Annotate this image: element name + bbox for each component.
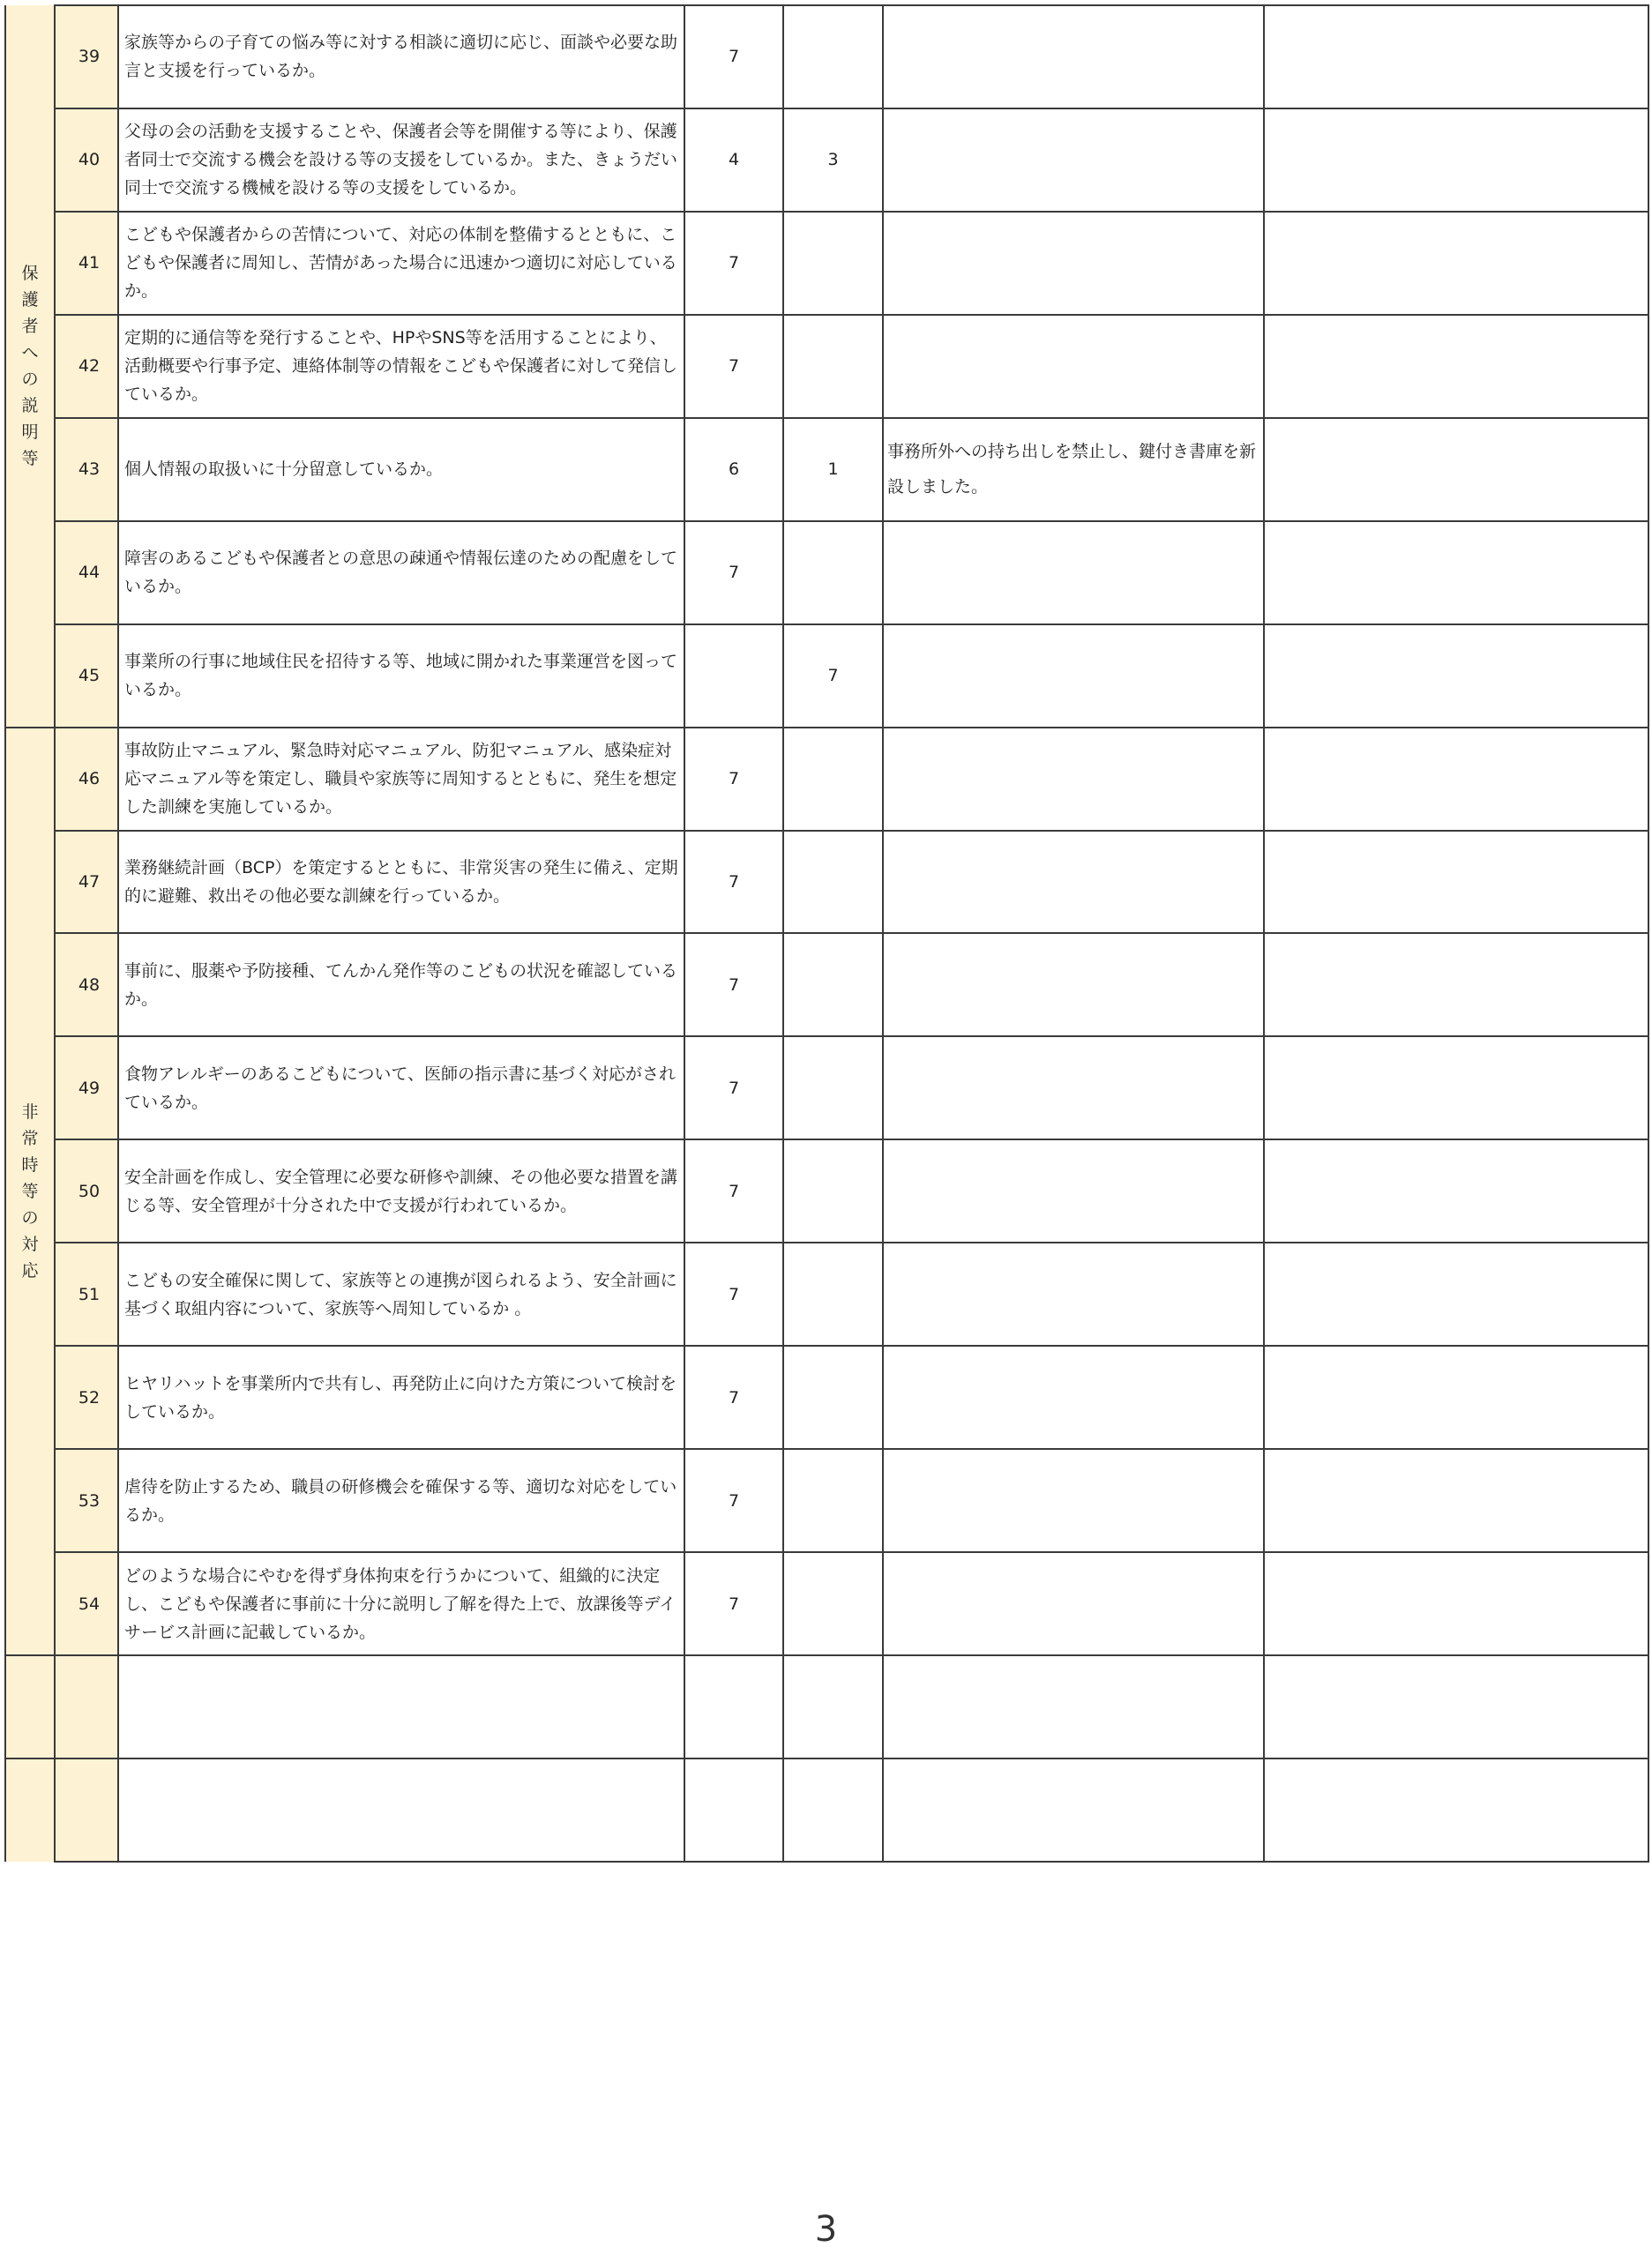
yes-count: 7 bbox=[684, 1139, 783, 1243]
extra-note bbox=[1264, 831, 1648, 934]
item-text: こどもの安全確保に関して、家族等との連携が図られるよう、安全計画に基づく取組内容について、家族等へ周知しているか 。 bbox=[118, 1243, 684, 1346]
item-number: 41 bbox=[55, 212, 118, 315]
evaluation-table bbox=[4, 4, 1649, 1863]
item-number: 40 bbox=[55, 108, 118, 212]
category-cell-empty bbox=[5, 1758, 55, 1862]
no-count: 1 bbox=[783, 418, 883, 521]
improvement-note: 事務所外への持ち出しを禁止し、鍵付き書庫を新設しました。 bbox=[883, 418, 1264, 521]
no-count bbox=[783, 1243, 883, 1346]
yes-count: 7 bbox=[684, 5, 783, 108]
no-count bbox=[783, 831, 883, 934]
extra-note bbox=[1264, 212, 1648, 315]
item-text: 事前に、服薬や予防接種、てんかん発作等のこどもの状況を確認しているか。 bbox=[118, 933, 684, 1036]
evaluation-table-body bbox=[5, 5, 1648, 1862]
item-number: 43 bbox=[55, 418, 118, 521]
yes-count: 7 bbox=[684, 831, 783, 934]
extra-note bbox=[1264, 5, 1648, 108]
improvement-note bbox=[883, 5, 1264, 108]
item-number bbox=[55, 1758, 118, 1862]
improvement-note bbox=[883, 521, 1264, 624]
item-number: 48 bbox=[55, 933, 118, 1036]
table-row bbox=[5, 212, 1648, 315]
yes-count: 7 bbox=[684, 521, 783, 624]
item-text: 虐待を防止するため、職員の研修機会を確保する等、適切な対応をしているか。 bbox=[118, 1449, 684, 1552]
item-number: 50 bbox=[55, 1139, 118, 1243]
improvement-note bbox=[883, 1758, 1264, 1862]
item-text: 食物アレルギーのあるこどもについて、医師の指示書に基づく対応がされているか。 bbox=[118, 1036, 684, 1139]
yes-count: 6 bbox=[684, 418, 783, 521]
item-text: 父母の会の活動を支援することや、保護者会等を開催する等により、保護者同士で交流する機会を設ける等の支援をしているか。また、きょうだい同士で交流する機械を設ける等の支援をしているか。 bbox=[118, 108, 684, 212]
no-count bbox=[783, 5, 883, 108]
table-row bbox=[5, 624, 1648, 728]
table-row bbox=[5, 5, 1648, 108]
page-number: 3 bbox=[814, 2209, 838, 2250]
item-number: 51 bbox=[55, 1243, 118, 1346]
extra-note bbox=[1264, 108, 1648, 212]
no-count: 7 bbox=[783, 624, 883, 728]
extra-note bbox=[1264, 1243, 1648, 1346]
yes-count bbox=[684, 1655, 783, 1758]
table-row bbox=[5, 1552, 1648, 1655]
improvement-note bbox=[883, 1243, 1264, 1346]
item-text bbox=[118, 1655, 684, 1758]
yes-count: 7 bbox=[684, 1243, 783, 1346]
item-text: 業務継続計画（BCP）を策定するとともに、非常災害の発生に備え、定期的に避難、救出その他必要な訓練を行っているか。 bbox=[118, 831, 684, 934]
improvement-note bbox=[883, 315, 1264, 418]
item-text bbox=[118, 1758, 684, 1862]
item-number: 47 bbox=[55, 831, 118, 934]
item-text: こどもや保護者からの苦情について、対応の体制を整備するとともに、こどもや保護者に周知し、苦情があった場合に迅速かつ適切に対応しているか。 bbox=[118, 212, 684, 315]
no-count bbox=[783, 933, 883, 1036]
item-number: 44 bbox=[55, 521, 118, 624]
yes-count: 7 bbox=[684, 1036, 783, 1139]
table-row bbox=[5, 1449, 1648, 1552]
item-number: 42 bbox=[55, 315, 118, 418]
yes-count: 7 bbox=[684, 728, 783, 831]
improvement-note bbox=[883, 624, 1264, 728]
table-row bbox=[5, 1243, 1648, 1346]
table-row bbox=[5, 728, 1648, 831]
improvement-note bbox=[883, 1036, 1264, 1139]
improvement-note bbox=[883, 1449, 1264, 1552]
table-row bbox=[5, 1139, 1648, 1243]
table-row bbox=[5, 108, 1648, 212]
improvement-note bbox=[883, 1552, 1264, 1655]
item-text: 安全計画を作成し、安全管理に必要な研修や訓練、その他必要な措置を講じる等、安全管理が十分された中で支援が行われているか。 bbox=[118, 1139, 684, 1243]
table-row bbox=[5, 831, 1648, 934]
item-number: 39 bbox=[55, 5, 118, 108]
no-count bbox=[783, 1655, 883, 1758]
extra-note bbox=[1264, 1449, 1648, 1552]
item-number bbox=[55, 1655, 118, 1758]
item-text: 家族等からの子育ての悩み等に対する相談に適切に応じ、面談や必要な助言と支援を行っているか。 bbox=[118, 5, 684, 108]
improvement-note bbox=[883, 933, 1264, 1036]
yes-count: 4 bbox=[684, 108, 783, 212]
extra-note bbox=[1264, 521, 1648, 624]
table-row bbox=[5, 315, 1648, 418]
table-row bbox=[5, 1346, 1648, 1449]
item-number: 46 bbox=[55, 728, 118, 831]
improvement-note bbox=[883, 1139, 1264, 1243]
yes-count: 7 bbox=[684, 1552, 783, 1655]
no-count bbox=[783, 1758, 883, 1862]
item-number: 45 bbox=[55, 624, 118, 728]
yes-count: 7 bbox=[684, 933, 783, 1036]
no-count bbox=[783, 1449, 883, 1552]
improvement-note bbox=[883, 108, 1264, 212]
improvement-note bbox=[883, 831, 1264, 934]
extra-note bbox=[1264, 1346, 1648, 1449]
extra-note bbox=[1264, 1552, 1648, 1655]
no-count bbox=[783, 1552, 883, 1655]
category-cell: 非常時等の対応 bbox=[5, 728, 55, 1655]
item-text: 個人情報の取扱いに十分留意しているか。 bbox=[118, 418, 684, 521]
yes-count bbox=[684, 1758, 783, 1862]
table-row bbox=[5, 933, 1648, 1036]
yes-count: 7 bbox=[684, 212, 783, 315]
table-row bbox=[5, 1655, 1648, 1758]
extra-note bbox=[1264, 624, 1648, 728]
no-count bbox=[783, 1036, 883, 1139]
extra-note bbox=[1264, 1655, 1648, 1758]
table-row bbox=[5, 1758, 1648, 1862]
improvement-note bbox=[883, 1655, 1264, 1758]
table-row bbox=[5, 418, 1648, 521]
extra-note bbox=[1264, 418, 1648, 521]
yes-count bbox=[684, 624, 783, 728]
no-count bbox=[783, 521, 883, 624]
item-number: 53 bbox=[55, 1449, 118, 1552]
no-count bbox=[783, 1346, 883, 1449]
category-cell: 保護者への説明等 bbox=[5, 5, 55, 728]
improvement-note bbox=[883, 1346, 1264, 1449]
table-row bbox=[5, 1036, 1648, 1139]
yes-count: 7 bbox=[684, 1346, 783, 1449]
extra-note bbox=[1264, 1036, 1648, 1139]
no-count: 3 bbox=[783, 108, 883, 212]
extra-note bbox=[1264, 1758, 1648, 1862]
extra-note bbox=[1264, 1139, 1648, 1243]
item-text: 障害のあるこどもや保護者との意思の疎通や情報伝達のための配慮をしているか。 bbox=[118, 521, 684, 624]
item-number: 54 bbox=[55, 1552, 118, 1655]
no-count bbox=[783, 212, 883, 315]
extra-note bbox=[1264, 728, 1648, 831]
item-text: ヒヤリハットを事業所内で共有し、再発防止に向けた方策について検討をしているか。 bbox=[118, 1346, 684, 1449]
category-cell-empty bbox=[5, 1655, 55, 1758]
item-number: 49 bbox=[55, 1036, 118, 1139]
extra-note bbox=[1264, 315, 1648, 418]
no-count bbox=[783, 1139, 883, 1243]
item-text: 事業所の行事に地域住民を招待する等、地域に開かれた事業運営を図っているか。 bbox=[118, 624, 684, 728]
item-number: 52 bbox=[55, 1346, 118, 1449]
item-text: 事故防止マニュアル、緊急時対応マニュアル、防犯マニュアル、感染症対応マニュアル等を策定し、職員や家族等に周知するとともに、発生を想定した訓練を実施しているか。 bbox=[118, 728, 684, 831]
no-count bbox=[783, 315, 883, 418]
no-count bbox=[783, 728, 883, 831]
yes-count: 7 bbox=[684, 315, 783, 418]
improvement-note bbox=[883, 212, 1264, 315]
improvement-note bbox=[883, 728, 1264, 831]
extra-note bbox=[1264, 933, 1648, 1036]
item-text: 定期的に通信等を発行することや、HPやSNS等を活用することにより、活動概要や行事予定、連絡体制等の情報をこどもや保護者に対して発信しているか。 bbox=[118, 315, 684, 418]
table-row bbox=[5, 521, 1648, 624]
yes-count: 7 bbox=[684, 1449, 783, 1552]
item-text: どのような場合にやむを得ず身体拘束を行うかについて、組織的に決定し、こどもや保護者に事前に十分に説明し了解を得た上で、放課後等デイサービス計画に記載しているか。 bbox=[118, 1552, 684, 1655]
